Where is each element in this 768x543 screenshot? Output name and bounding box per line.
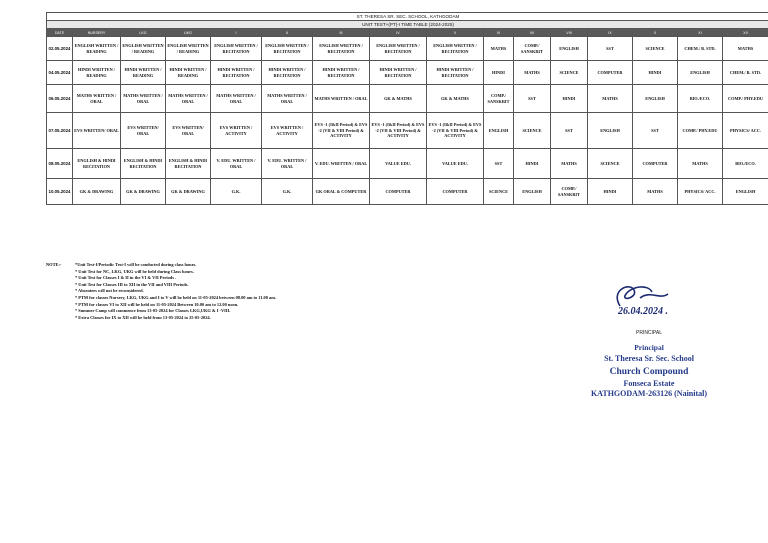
subject-cell: EVS WRITTEN/ ORAL: [73, 113, 121, 149]
column-header: IX: [588, 29, 633, 37]
subject-cell: COMPUTER: [633, 149, 678, 179]
column-header: X: [633, 29, 678, 37]
subject-cell: SST: [633, 113, 678, 149]
subject-cell: HINDI WRITTEN / RECITATION: [370, 61, 427, 85]
principal-signature-block: [530, 280, 768, 543]
exam-date: 08.05.2024: [47, 149, 73, 179]
subject-cell: PHYSICS/ ACC.: [723, 113, 768, 149]
subject-cell: HINDI: [484, 61, 514, 85]
subject-cell: SCIENCE: [633, 37, 678, 61]
subject-cell: HINDI WRITTEN / RECITATION: [427, 61, 484, 85]
column-header: I: [211, 29, 262, 37]
subject-cell: EVS -1 (I&II Period) & EVS -2 (VII & VIII Period) & ACTIVITY: [427, 113, 484, 149]
principal-title: PRINCIPAL: [635, 330, 663, 336]
column-header: LKG: [121, 29, 166, 37]
subject-cell: ENGLISH WRITTEN / RECITATION: [262, 37, 313, 61]
subject-cell: COMPUTER: [588, 61, 633, 85]
note-item: * Extra Classes for IX to XII will be held from 13-05-2024 to 25-05-2024.: [75, 314, 211, 320]
subject-cell: MATHS WRITTEN / ORAL: [262, 85, 313, 113]
notes-section: [46, 262, 506, 321]
column-header: III: [313, 29, 370, 37]
subject-cell: HINDI WRITTEN / RECITATION: [313, 61, 370, 85]
subject-cell: ENGLISH & HINDI RECITATION: [166, 149, 211, 179]
subject-cell: ENGLISH: [551, 37, 588, 61]
subject-cell: V. EDU. WRITTEN / ORAL: [211, 149, 262, 179]
subject-cell: MATHS WRITTEN / ORAL: [73, 85, 121, 113]
subject-cell: CHEM./ B. STD.: [723, 61, 768, 85]
subject-cell: EVS -1 (I&II Period) & EVS -2 (VII & VIII Period) & ACTIVITY: [370, 113, 427, 149]
subject-cell: BIO./ECO.: [678, 85, 723, 113]
subject-cell: ENGLISH & HINDI RECITATION: [121, 149, 166, 179]
subject-cell: HINDI WRITTEN / READING: [166, 61, 211, 85]
subject-cell: VALUE EDU.: [370, 149, 427, 179]
table-row: [47, 61, 768, 85]
signature-date: 26.04.2024 .: [618, 306, 668, 317]
subject-cell: COMP./ SANSKRIT: [551, 179, 588, 205]
subject-cell: GK ORAL & COMPUTER: [313, 179, 370, 205]
subject-cell: ENGLISH WRITTEN / RECITATION: [313, 37, 370, 61]
subject-cell: HINDI WRITTEN / RECITATION: [211, 61, 262, 85]
table-row: [47, 85, 768, 113]
subject-cell: ENGLISH: [588, 113, 633, 149]
subject-cell: HINDI WRITTEN / READING: [73, 61, 121, 85]
subject-cell: MATHS: [588, 85, 633, 113]
subject-cell: GK & MATHS: [427, 85, 484, 113]
subject-cell: ENGLISH WRITTEN / RECITATION: [427, 37, 484, 61]
subject-cell: MATHS: [484, 37, 514, 61]
exam-date: 07.05.2024: [47, 113, 73, 149]
subject-cell: SST: [484, 149, 514, 179]
subject-cell: EVS WRITTEN/ ORAL: [166, 113, 211, 149]
subject-cell: G.K.: [211, 179, 262, 205]
subject-cell: COMP./ PHY.EDU: [678, 113, 723, 149]
note-item: *Unit Test-I/Periodic Test-I will be conducted during class hours.: [75, 262, 197, 267]
subject-cell: EVS WRITTEN/ ORAL: [121, 113, 166, 149]
subject-cell: HINDI: [588, 179, 633, 205]
subject-cell: MATHS: [551, 149, 588, 179]
subject-cell: EVS WRITTEN / ACTIVITY: [211, 113, 262, 149]
subject-cell: V. EDU. WRITTEN / ORAL: [262, 149, 313, 179]
table-row: [47, 179, 768, 205]
subject-cell: HINDI: [551, 85, 588, 113]
subject-cell: GK & DRAWING: [73, 179, 121, 205]
subject-cell: SCIENCE: [484, 179, 514, 205]
subject-cell: ENGLISH WRITTEN / RECITATION: [211, 37, 262, 61]
exam-date: 02.05.2024: [47, 37, 73, 61]
subject-cell: SST: [551, 113, 588, 149]
table-row: [47, 149, 768, 179]
subject-cell: HINDI: [633, 61, 678, 85]
header-row: [47, 29, 768, 37]
subject-cell: SCIENCE: [588, 149, 633, 179]
subject-cell: SST: [588, 37, 633, 61]
subject-cell: COMPUTER: [370, 179, 427, 205]
subject-cell: HINDI: [514, 149, 551, 179]
timetable-title: UNIT TEST+(PT)-I TIME TABLE (2024-2025): [46, 20, 768, 28]
subject-cell: EVS -1 (I&II Period) & EVS -2 (VII & VIII Period) & ACTIVITY: [313, 113, 370, 149]
subject-cell: HINDI WRITTEN / READING: [121, 61, 166, 85]
timetable-sheet: [46, 12, 768, 205]
table-row: [47, 113, 768, 149]
subject-cell: MATHS WRITTEN / ORAL: [211, 85, 262, 113]
subject-cell: COMPUTER: [427, 179, 484, 205]
subject-cell: V. EDU. WRITTEN / ORAL: [313, 149, 370, 179]
subject-cell: MATHS WRITTEN / ORAL: [166, 85, 211, 113]
subject-cell: ENGLISH WRITTEN / RECITATION: [370, 37, 427, 61]
subject-cell: GK & DRAWING: [166, 179, 211, 205]
column-header: VII: [514, 29, 551, 37]
exam-date: 04.05.2024: [47, 61, 73, 85]
subject-cell: ENGLISH: [723, 179, 768, 205]
column-header: V: [427, 29, 484, 37]
subject-cell: MATHS WRITTEN / ORAL: [313, 85, 370, 113]
column-header: DATE: [47, 29, 73, 37]
subject-cell: EVS WRITTEN / ACTIVITY: [262, 113, 313, 149]
note-item: * PTM for classes Nursery, LKG, UKG and I to V will be held on 11-05-2024 between 08.00 am to 11.00 am.: [75, 294, 276, 300]
exam-date: 06.05.2024: [47, 85, 73, 113]
subject-cell: G.K.: [262, 179, 313, 205]
subject-cell: ENGLISH: [633, 85, 678, 113]
column-header: VIII: [551, 29, 588, 37]
subject-cell: ENGLISH WRITTEN / READING: [73, 37, 121, 61]
subject-cell: SCIENCE: [514, 113, 551, 149]
timetable: [46, 28, 768, 205]
subject-cell: ENGLISH WRITTEN / READING: [166, 37, 211, 61]
subject-cell: GK & DRAWING: [121, 179, 166, 205]
notes-list: [75, 262, 506, 321]
note-item: * Unit Test for Classes I & II in the VI & VII Periods .: [75, 275, 177, 281]
subject-cell: VALUE EDU.: [427, 149, 484, 179]
subject-cell: ENGLISH WRITTEN / READING: [121, 37, 166, 61]
column-header: UKG: [166, 29, 211, 37]
subject-cell: MATHS: [514, 61, 551, 85]
stamp-line: St. Theresa Sr. Sec. School: [604, 354, 694, 363]
note-item: * Unit Test for Classes III to XII in the VII and VIII Periods.: [75, 281, 189, 287]
subject-cell: SCIENCE: [551, 61, 588, 85]
stamp-line: Church Compound: [609, 367, 689, 377]
subject-cell: COMP./ PHY.EDU: [723, 85, 768, 113]
subject-cell: COMP./ SANSKRIT: [514, 37, 551, 61]
subject-cell: CHEM./ B. STD.: [678, 37, 723, 61]
subject-cell: MATHS: [678, 149, 723, 179]
subject-cell: BIO./ECO.: [723, 149, 768, 179]
note-item: * Absentees will not be reconsidered.: [75, 288, 144, 294]
column-header: VI: [484, 29, 514, 37]
stamp-line: Fonseca Estate: [623, 379, 675, 388]
table-row: [47, 37, 768, 61]
note-item: * Summer Camp will commence from 13-05-2024 for Classes LKG,UKG & I -VIII.: [75, 308, 231, 314]
school-name: ST. THERESA SR. SEC. SCHOOL, KATHGODAM: [46, 12, 768, 20]
column-header: II: [262, 29, 313, 37]
note-item: * Unit Test for NC, LKG, UKG will be held during Class hours.: [75, 268, 194, 274]
column-header: NURSERY: [73, 29, 121, 37]
subject-cell: PHYSICS/ ACC.: [678, 179, 723, 205]
subject-cell: GK & MATHS: [370, 85, 427, 113]
column-header: XII: [723, 29, 768, 37]
subject-cell: ENGLISH: [678, 61, 723, 85]
subject-cell: ENGLISH & HINDI RECITATION: [73, 149, 121, 179]
subject-cell: ENGLISH: [514, 179, 551, 205]
exam-date: 10.05.2024: [47, 179, 73, 205]
subject-cell: MATHS: [633, 179, 678, 205]
column-header: IV: [370, 29, 427, 37]
subject-cell: MATHS WRITTEN / ORAL: [121, 85, 166, 113]
stamp-line: KATHGODAM-263126 (Nainital): [590, 389, 708, 398]
column-header: XI: [678, 29, 723, 37]
subject-cell: ENGLISH: [484, 113, 514, 149]
subject-cell: HINDI WRITTEN / RECITATION: [262, 61, 313, 85]
note-item: * PTM for classes VI to XII will be held on 11-05-2024 Between 10.00 am to 12.00 noon.: [75, 301, 239, 307]
notes-label: NOTE:-: [46, 262, 62, 267]
subject-cell: COMP./ SANSKRIT: [484, 85, 514, 113]
subject-cell: SST: [514, 85, 551, 113]
stamp-line: Principal: [634, 343, 664, 352]
subject-cell: MATHS: [723, 37, 768, 61]
